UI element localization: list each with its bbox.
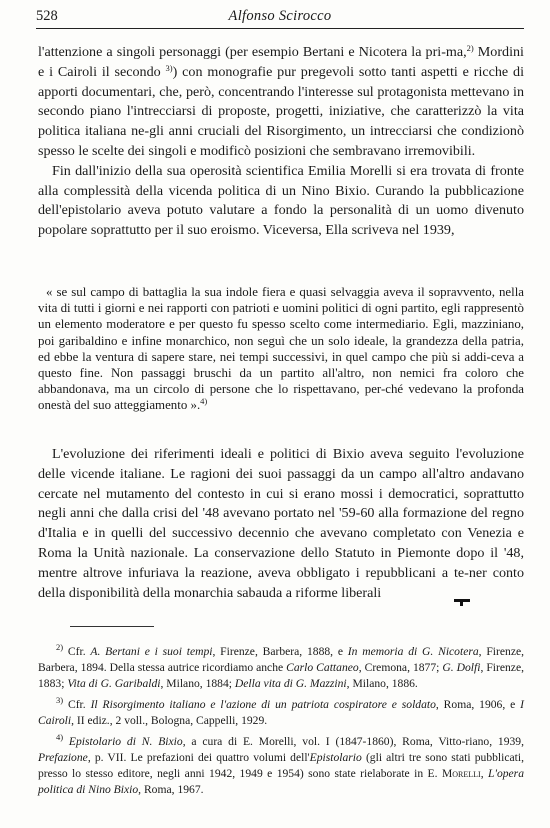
- correction-mark-icon: [454, 597, 470, 606]
- running-head-author: Alfonso Scirocco: [228, 8, 332, 24]
- paragraph-2: Fin dall'inizio della sua operosità scientifica Emilia Morelli si era trovata di fronte alla complessità della vicenda politica di un Nino Bixio. Curando la pubblicazione dell'epistolario aveva potuto valutare a fondo la personalità di un uomo divenuto popolare soprattutto per il suo eroismo. Viceversa, Ella scriveva nel 1939,: [38, 162, 524, 239]
- footnotes: [38, 644, 524, 803]
- body-text-top: [38, 43, 524, 241]
- footnote-ref-4: 4): [200, 396, 208, 407]
- footnote-2: $^{2)}$ Cfr. A. Bertani e i suoi tempi, Firenze, Barbera, 1888, e In memoria di G. Nicotera, Firenze, Barbera, 1894. Della stessa autrice ricordiamo anche Carlo Cattaneo, Cremona, 1877; G. Dolfi, Firenze, 1883; Vita di G. Garibaldi, Milano, 1884; Della vita di G. Mazzini, Milano, 1886.: [38, 642, 525, 690]
- footnote-3: $^{3)}$ Cfr. Il Risorgimento italiano e l'azione di un patriota cospiratore e soldato, Roma, 1906, e I Cairoli, II ediz., 2 voll., Bologna, Cappelli, 1929.: [38, 695, 524, 727]
- paragraph-3: L'evoluzione dei riferimenti ideali e politici di Bixio aveva seguito l'evoluzione delle vicende italiane. Le ragioni dei suoi passaggi da un campo all'altro andavano cercate nel mutamento del contesto in cui si erano mossi i democratici, soprattutto negli anni che dalla crisi del '48 avevano portato nel '59-60 alla formazione del regno d'Italia e in quelli del successivo decennio che avevano completato con Venezia e Roma la Unità nazionale. La conservazione dello Statuto in Piemonte dopo il '48, mentre altrove infuriava la reazione, aveva obbligato i repubblicani a te-ner conto della disponibilità della monarchia sabauda a riforme liberali: [38, 446, 524, 601]
- footnote-ref-3: 3): [165, 62, 173, 73]
- block-quote: « se sul campo di battaglia la sua indole fiera e quasi selvaggia aveva il sopravvento, nella vita di tutti i giorni e nei rapporti con patrioti e uomini politici di ogni partito, egli rappresentò un elemento moderatore e per questo fu spesso scelto come intermediario. Egli, mazziniano, poi garibaldino e infine monarchico, non seguì che un solo ideale, la grandezza della patria, ed ebbe la ventura di sapere stare, nei tempi successivi, in quel campo che più si addi-ceva a questo fine. Non passaggi bruschi da un partito all'altro, non nemici fra coloro che abbandonava, ma un circolo di persone che lo rispettavano, per-ché vedevano la profonda onestà del suo atteggiamento ».$^{4)}$: [38, 285, 524, 413]
- footnote-separator: [70, 626, 154, 627]
- body-text-bottom: [38, 445, 524, 603]
- footnote-ref-2: 2): [466, 43, 474, 53]
- page-number: 528: [36, 8, 58, 24]
- running-header: [36, 6, 524, 29]
- footnote-4: $^{4)}$ Epistolario di N. Bixio, a cura di E. Morelli, vol. I (1847-1860), Roma, Vitto-riano, 1939, Prefazione, p. VII. Le prefazioni dei quattro volumi dell'Epistolario (gli altri tre sono stati pubblicati, presso lo stesso editore, negli anni 1942, 1949 e 1954) sono state rielaborate in E. Morelli, L'opera politica di Nino Bixio, Roma, 1967.: [38, 732, 524, 796]
- paragraph-1: l'attenzione a singoli personaggi (per esempio Bertani e Nicotera la pri-ma,$^{2)}$ Mordini e i Cairoli il secondo $^{3)}$) con monografie pur pregevoli sotto tanti aspetti e ricche di apporti documentari, che, però, concentrando l'interesse sul protagonista mettevano in secondo piano l'intrecciarsi di proposte, progetti, iniziative, che caratterizzò la vita politica italiana ne-gli anni cruciali del Risorgimento, un intrecciarsi che condizionò spesso le scelte dei singoli e modificò posizioni che sembravano irremovibili.: [38, 43, 524, 159]
